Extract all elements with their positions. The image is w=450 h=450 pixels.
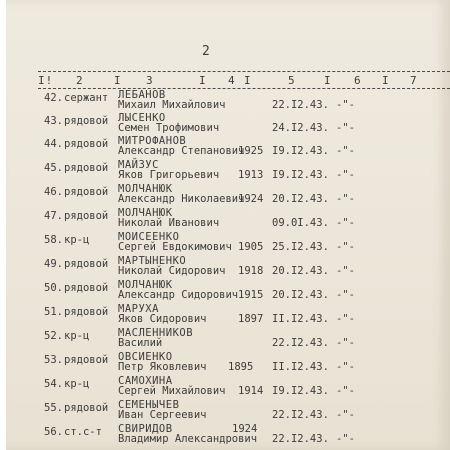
header-col-5: 5: [288, 74, 296, 87]
row-given-names: Николай Иванович: [118, 217, 220, 229]
row-birth-year: 1913: [238, 169, 264, 181]
row-rank: рядовой: [64, 115, 109, 127]
row-date: 22.I2.43.: [272, 99, 329, 111]
row-rank: рядовой: [64, 186, 109, 198]
row-surname: МОЛЧАНЮК: [118, 207, 173, 219]
row-surname: ОВСИЕНКО: [118, 351, 173, 363]
row-given-names: Михаил Михайлович: [118, 99, 226, 111]
row-number: 51.: [44, 306, 63, 318]
header-col-5-sep: I: [324, 74, 332, 87]
row-surname: МАРТЫНЕНКО: [118, 255, 187, 267]
row-rank: рядовой: [64, 258, 109, 270]
row-birth-year: 1925: [238, 145, 264, 157]
row-number: 50.: [44, 282, 63, 294]
table-row: [6, 232, 450, 256]
table-row: [6, 352, 450, 376]
row-given-names: Сергей Евдокимович: [118, 241, 232, 253]
row-surname: МАЙЗУС: [118, 159, 159, 171]
row-number: 45.: [44, 162, 63, 174]
row-number: 55.: [44, 402, 63, 414]
row-ditto-mark: -"-: [336, 99, 355, 111]
header-top-rule: [38, 71, 450, 72]
row-date: I9.I2.43.: [272, 169, 329, 181]
row-date: I9.I2.43.: [272, 385, 329, 397]
row-given-names: Семен Трофимович: [118, 122, 220, 134]
row-ditto-mark: -"-: [336, 289, 355, 301]
row-birth-year: 1895: [228, 361, 254, 373]
row-birth-year: 1905: [238, 241, 264, 253]
row-surname: МОЛЧАНЮК: [118, 183, 173, 195]
row-rank: рядовой: [64, 210, 109, 222]
row-rank: кр-ц: [64, 234, 90, 246]
row-date: 22.I2.43.: [272, 337, 329, 349]
row-ditto-mark: -"-: [336, 217, 355, 229]
row-date: 22.I2.43.: [272, 433, 329, 445]
row-ditto-mark: -"-: [336, 169, 355, 181]
row-rank: рядовой: [64, 162, 109, 174]
row-ditto-mark: -"-: [336, 361, 355, 373]
row-ditto-mark: -"-: [336, 337, 355, 349]
row-surname: МИТРОФАНОВ: [118, 135, 187, 147]
row-given-names: Александр Сидорович: [118, 289, 239, 301]
row-ditto-mark: -"-: [336, 433, 355, 445]
row-number: 43.: [44, 115, 63, 127]
table-row: [6, 304, 450, 328]
table-row: [6, 424, 450, 448]
header-col-1-sep: I!: [38, 74, 54, 87]
row-surname: ЛЫСЕНКО: [118, 112, 166, 124]
row-birth-year: 1924: [238, 193, 264, 205]
row-number: 52.: [44, 330, 63, 342]
row-rank: рядовой: [64, 402, 109, 414]
row-date: 20.I2.43.: [272, 193, 329, 205]
row-surname: МОИСЕЕНКО: [118, 231, 180, 243]
row-surname: ЛЕБАНОВ: [118, 89, 166, 101]
page-number: 2: [202, 44, 210, 59]
table-row: [6, 376, 450, 400]
header-col-3: 3: [146, 74, 154, 87]
row-date: I9.I2.43.: [272, 145, 329, 157]
row-surname: СВИРИДОВ: [118, 423, 173, 435]
row-given-names: Иван Сергеевич: [118, 409, 207, 421]
row-ditto-mark: -"-: [336, 193, 355, 205]
row-rank: сержант: [64, 92, 109, 104]
row-number: 53.: [44, 354, 63, 366]
table-row: [6, 136, 450, 160]
table-row: [6, 328, 450, 352]
row-given-names: Александр Степанович: [118, 145, 245, 157]
table-row: [6, 280, 450, 304]
table-row: [6, 256, 450, 280]
table-row: [6, 400, 450, 424]
row-number: 46.: [44, 186, 63, 198]
table-row: [6, 113, 450, 137]
row-birth-year: 1924: [232, 423, 258, 435]
row-ditto-mark: -"-: [336, 385, 355, 397]
row-date: II.I2.43.: [272, 361, 329, 373]
row-date: 09.0I.43.: [272, 217, 329, 229]
row-ditto-mark: -"-: [336, 241, 355, 253]
row-birth-year: 1918: [238, 265, 264, 277]
row-birth-year: 1914: [238, 385, 264, 397]
header-col-2: 2: [76, 74, 84, 87]
row-number: 56.: [44, 426, 63, 438]
row-rank: рядовой: [64, 282, 109, 294]
row-number: 58.: [44, 234, 63, 246]
row-number: 42.: [44, 92, 63, 104]
document-page: [6, 0, 450, 450]
table-row: [6, 90, 450, 114]
row-surname: СЕМЕНЫЧЕВ: [118, 399, 180, 411]
row-given-names: Николай Сидорович: [118, 265, 226, 277]
header-col-3-sep: I: [199, 74, 207, 87]
row-date: 25.I2.43.: [272, 241, 329, 253]
row-given-names: Яков Сидорович: [118, 313, 207, 325]
row-rank: рядовой: [64, 138, 109, 150]
row-given-names: Петр Яковлевич: [118, 361, 207, 373]
row-ditto-mark: -"-: [336, 122, 355, 134]
row-surname: САМОХИНА: [118, 375, 173, 387]
table-row: [6, 184, 450, 208]
row-date: 20.I2.43.: [272, 289, 329, 301]
row-given-names: Сергей Михайлович: [118, 385, 226, 397]
row-number: 44.: [44, 138, 63, 150]
row-ditto-mark: -"-: [336, 409, 355, 421]
row-number: 49.: [44, 258, 63, 270]
row-ditto-mark: -"-: [336, 265, 355, 277]
header-col-4: 4: [228, 74, 236, 87]
row-date: II.I2.43.: [272, 313, 329, 325]
header-col-4-sep: I: [244, 74, 252, 87]
header-col-6-sep: I: [382, 74, 390, 87]
row-number: 54.: [44, 378, 63, 390]
header-col-7: 7: [410, 74, 418, 87]
row-number: 47.: [44, 210, 63, 222]
row-rank: кр-ц: [64, 378, 90, 390]
row-given-names: Яков Григорьевич: [118, 169, 220, 181]
row-given-names: Владимир Александрович: [118, 433, 258, 445]
row-surname: МАРУХА: [118, 303, 159, 315]
row-date: 24.I2.43.: [272, 122, 329, 134]
header-col-2-sep: I: [114, 74, 122, 87]
table-row: [6, 160, 450, 184]
row-date: 20.I2.43.: [272, 265, 329, 277]
header-col-6: 6: [354, 74, 362, 87]
row-surname: МОЛЧАНЮК: [118, 279, 173, 291]
row-rank: рядовой: [64, 306, 109, 318]
row-rank: рядовой: [64, 354, 109, 366]
row-surname: МАСЛЕННИКОВ: [118, 327, 194, 339]
table-row: [6, 208, 450, 232]
row-rank: ст.с-т: [64, 426, 102, 438]
row-ditto-mark: -"-: [336, 145, 355, 157]
header-bottom-rule: [38, 88, 450, 89]
row-rank: кр-ц: [64, 330, 90, 342]
row-ditto-mark: -"-: [336, 313, 355, 325]
row-given-names: Василий: [118, 337, 163, 349]
row-given-names: Александр Николаевич: [118, 193, 245, 205]
row-date: 22.I2.43.: [272, 409, 329, 421]
row-birth-year: 1897: [238, 313, 264, 325]
row-birth-year: 1915: [238, 289, 264, 301]
